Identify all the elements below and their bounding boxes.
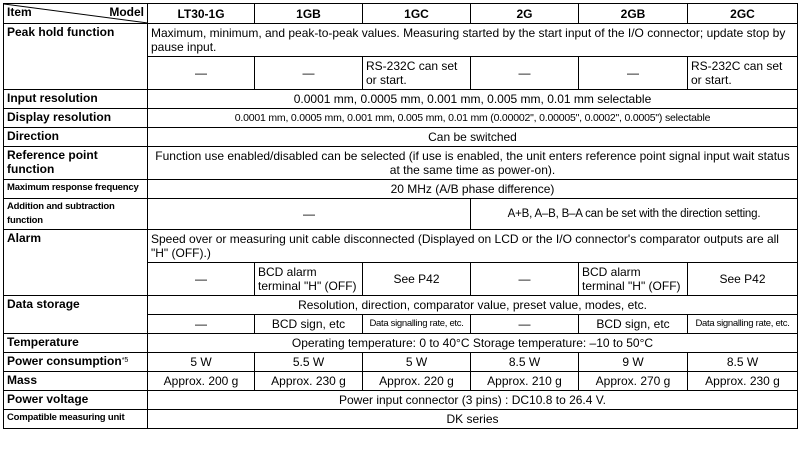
power-consumption-footnote: *5 [121, 357, 129, 364]
compatible-unit-label: Compatible measuring unit [4, 410, 148, 429]
power-consumption-lt30-1g: 5 W [148, 353, 255, 372]
max-response-value: 20 MHz (A/B phase difference) [148, 180, 798, 199]
add-sub-value-2g-series: A+B, A–B, B–A can be set with the direction setting. [471, 199, 798, 230]
temperature-value: Operating temperature: 0 to 40°C Storage temperature: –10 to 50°C [148, 334, 798, 353]
model-header-1gb: 1GB [255, 4, 363, 24]
alarm-value-2g: — [471, 263, 579, 296]
mass-1gc: Approx. 220 g [363, 372, 471, 391]
add-sub-row [4, 199, 798, 230]
reference-point-row [4, 147, 798, 180]
alarm-value-lt30-1g: — [148, 263, 255, 296]
mass-2g: Approx. 210 g [471, 372, 579, 391]
power-consumption-label-cell [4, 353, 148, 372]
data-storage-value-2g: — [471, 315, 579, 334]
add-sub-label: Addition and subtraction function [4, 199, 148, 230]
direction-value: Can be switched [148, 128, 798, 147]
input-resolution-value: 0.0001 mm, 0.0005 mm, 0.001 mm, 0.005 mm, 0.01 mm selectable [148, 90, 798, 109]
display-resolution-label: Display resolution [4, 109, 148, 128]
display-resolution-value: 0.0001 mm, 0.0005 mm, 0.001 mm, 0.005 mm, 0.01 mm (0.00002", 0.00005", 0.0002", 0.0005") selectable [148, 109, 798, 128]
model-header-2gb: 2GB [579, 4, 688, 24]
alarm-value-2gb: BCD alarm terminal "H" (OFF) [579, 263, 688, 296]
reference-point-label: Reference point function [4, 147, 148, 180]
power-voltage-row [4, 391, 798, 410]
peak-hold-value-1gb: — [255, 57, 363, 90]
power-consumption-row [4, 353, 798, 372]
direction-label: Direction [4, 128, 148, 147]
max-response-row [4, 180, 798, 199]
power-consumption-2gc: 8.5 W [688, 353, 798, 372]
temperature-row [4, 334, 798, 353]
data-storage-row-description [4, 296, 798, 315]
mass-lt30-1g: Approx. 200 g [148, 372, 255, 391]
model-header-1gc: 1GC [363, 4, 471, 24]
peak-hold-value-2g: — [471, 57, 579, 90]
model-header-label: Model [109, 5, 144, 19]
peak-hold-label: Peak hold function [4, 24, 148, 90]
data-storage-value-2gb: BCD sign, etc [579, 315, 688, 334]
alarm-value-1gb: BCD alarm terminal "H" (OFF) [255, 263, 363, 296]
mass-1gb: Approx. 230 g [255, 372, 363, 391]
spec-table-container [3, 3, 798, 429]
input-resolution-label: Input resolution [4, 90, 148, 109]
peak-hold-row-description [4, 24, 798, 57]
display-resolution-row [4, 109, 798, 128]
specification-table [3, 3, 798, 429]
compatible-unit-value: DK series [148, 410, 798, 429]
power-consumption-2g: 8.5 W [471, 353, 579, 372]
peak-hold-value-2gb: — [579, 57, 688, 90]
mass-row [4, 372, 798, 391]
model-header-2gc: 2GC [688, 4, 798, 24]
alarm-description: Speed over or measuring unit cable disconnected (Displayed on LCD or the I/O connector's comparator outputs are all "H" (OFF).) [148, 230, 798, 263]
power-consumption-2gb: 9 W [579, 353, 688, 372]
data-storage-value-1gb: BCD sign, etc [255, 315, 363, 334]
mass-2gc: Approx. 230 g [688, 372, 798, 391]
peak-hold-description: Maximum, minimum, and peak-to-peak values. Measuring started by the start input of the I/O connector; update stop by pause input. [148, 24, 798, 57]
reference-point-value: Function use enabled/disabled can be selected (if use is enabled, the unit enters reference point signal input wait status at the same time as power-on). [148, 147, 798, 180]
power-voltage-label: Power voltage [4, 391, 148, 410]
peak-hold-value-lt30-1g: — [148, 57, 255, 90]
power-voltage-value: Power input connector (3 pins) : DC10.8 to 26.4 V. [148, 391, 798, 410]
input-resolution-row [4, 90, 798, 109]
direction-row [4, 128, 798, 147]
add-sub-value-1g-series: — [148, 199, 471, 230]
power-consumption-1gc: 5 W [363, 353, 471, 372]
model-header-2g: 2G [471, 4, 579, 24]
compatible-unit-row [4, 410, 798, 429]
alarm-label: Alarm [4, 230, 148, 296]
data-storage-description: Resolution, direction, comparator value, preset value, modes, etc. [148, 296, 798, 315]
data-storage-label: Data storage [4, 296, 148, 334]
alarm-value-1gc: See P42 [363, 263, 471, 296]
mass-2gb: Approx. 270 g [579, 372, 688, 391]
mass-label: Mass [4, 372, 148, 391]
header-row [4, 4, 798, 24]
item-header-label: Item [7, 5, 32, 19]
alarm-row-description [4, 230, 798, 263]
alarm-value-2gc: See P42 [688, 263, 798, 296]
peak-hold-value-2gc: RS-232C can set or start. [688, 57, 798, 90]
data-storage-value-2gc: Data signalling rate, etc. [688, 315, 798, 334]
item-model-corner-cell [4, 4, 148, 24]
data-storage-value-1gc: Data signalling rate, etc. [363, 315, 471, 334]
model-header-lt30-1g: LT30-1G [148, 4, 255, 24]
power-consumption-1gb: 5.5 W [255, 353, 363, 372]
power-consumption-label: Power consumption [7, 354, 122, 368]
max-response-label: Maximum response frequency [4, 180, 148, 199]
temperature-label: Temperature [4, 334, 148, 353]
data-storage-value-lt30-1g: — [148, 315, 255, 334]
peak-hold-value-1gc: RS-232C can set or start. [363, 57, 471, 90]
